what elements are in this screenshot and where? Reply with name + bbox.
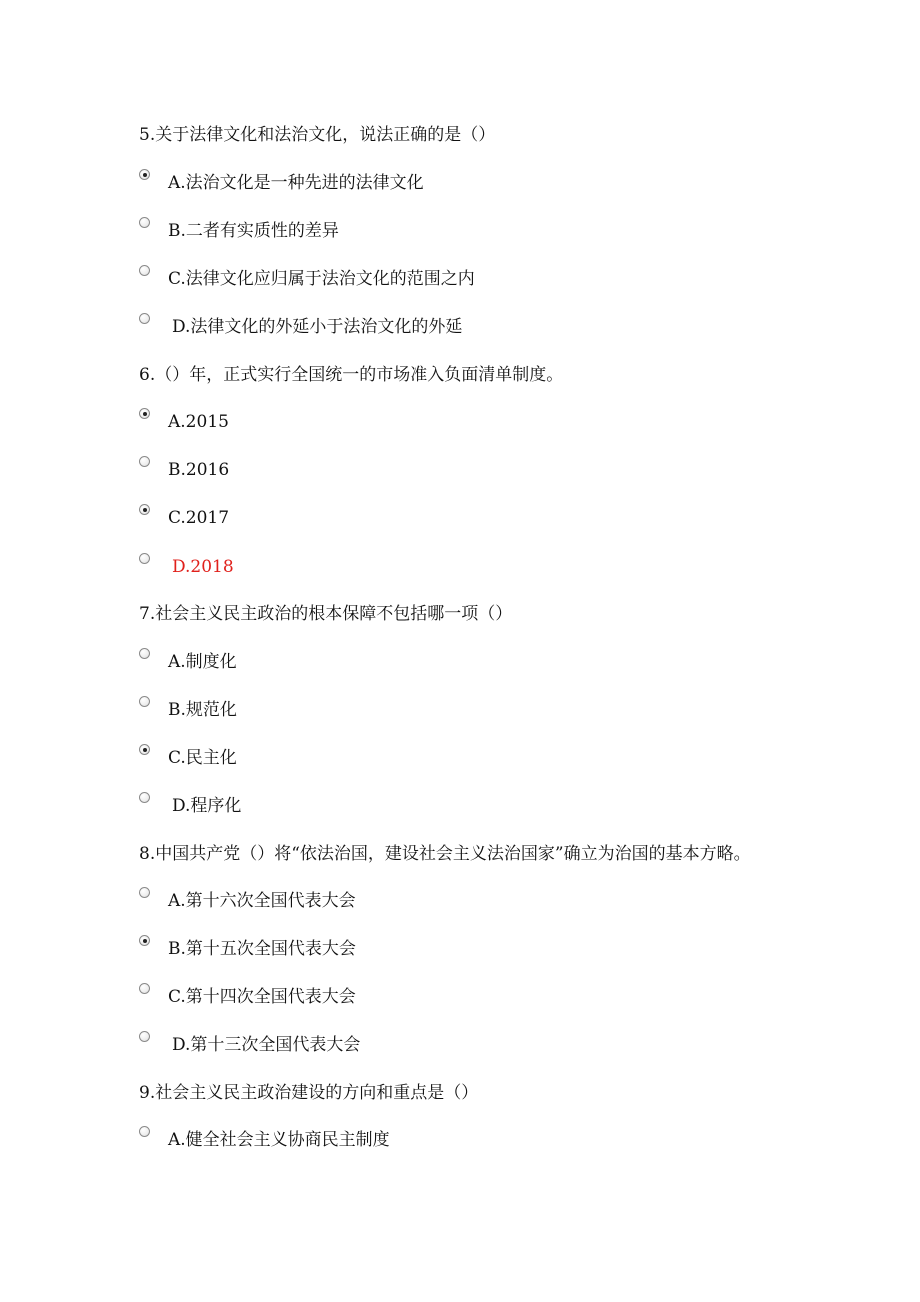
radio-unchecked-icon[interactable]	[139, 456, 150, 467]
question-8-option-a[interactable]	[139, 889, 356, 913]
question-9-text: 9.社会主义民主政治建设的方向和重点是（）	[139, 1083, 479, 1103]
option-label-highlighted: D.2018	[172, 557, 234, 577]
radio-checked-icon[interactable]	[139, 504, 150, 515]
option-label: D.法律文化的外延小于法治文化的外延	[172, 317, 463, 337]
question-5-text: 5.关于法律文化和法治文化，说法正确的是（）	[139, 125, 496, 145]
radio-unchecked-icon[interactable]	[139, 696, 150, 707]
question-5-option-a[interactable]	[139, 171, 424, 195]
radio-unchecked-icon[interactable]	[139, 1031, 150, 1042]
radio-unchecked-icon[interactable]	[139, 648, 150, 659]
option-label: C.第十四次全国代表大会	[168, 987, 356, 1007]
radio-checked-icon[interactable]	[139, 408, 150, 419]
question-6-option-a[interactable]	[139, 410, 229, 434]
option-label: C.法律文化应归属于法治文化的范围之内	[168, 269, 475, 289]
question-7-option-c[interactable]	[139, 746, 237, 770]
question-5-option-b[interactable]	[139, 219, 339, 243]
radio-checked-icon[interactable]	[139, 935, 150, 946]
question-7-option-b[interactable]	[139, 698, 237, 722]
question-6-option-c[interactable]	[139, 506, 229, 530]
question-6-option-b[interactable]	[139, 458, 229, 482]
question-7-option-d[interactable]	[139, 794, 241, 818]
option-label: D.第十三次全国代表大会	[172, 1035, 361, 1055]
radio-unchecked-icon[interactable]	[139, 983, 150, 994]
radio-unchecked-icon[interactable]	[139, 217, 150, 228]
radio-checked-icon[interactable]	[139, 169, 150, 180]
question-8-option-d[interactable]	[139, 1033, 360, 1057]
question-6-text: 6.（）年，正式实行全国统一的市场准入负面清单制度。	[139, 365, 564, 385]
radio-unchecked-icon[interactable]	[139, 1126, 150, 1137]
option-label: A.第十六次全国代表大会	[168, 891, 356, 911]
radio-unchecked-icon[interactable]	[139, 887, 150, 898]
option-label: A.制度化	[168, 652, 237, 672]
question-5-option-c[interactable]	[139, 267, 475, 291]
option-label: B.规范化	[168, 700, 237, 720]
option-label: C.2017	[168, 508, 230, 528]
question-8-option-b[interactable]	[139, 937, 356, 961]
question-7-text: 7.社会主义民主政治的根本保障不包括哪一项（）	[139, 604, 513, 624]
option-label: D.程序化	[172, 796, 242, 816]
option-label: C.民主化	[168, 748, 237, 768]
radio-checked-icon[interactable]	[139, 744, 150, 755]
radio-unchecked-icon[interactable]	[139, 313, 150, 324]
question-7-option-a[interactable]	[139, 650, 237, 674]
option-label: A.2015	[168, 412, 229, 432]
option-label: B.二者有实质性的差异	[168, 221, 339, 241]
option-label: A.法治文化是一种先进的法律文化	[168, 173, 424, 193]
question-5-option-d[interactable]	[139, 315, 462, 339]
option-label: B.第十五次全国代表大会	[168, 939, 356, 959]
radio-unchecked-icon[interactable]	[139, 553, 150, 564]
radio-unchecked-icon[interactable]	[139, 265, 150, 276]
radio-unchecked-icon[interactable]	[139, 792, 150, 803]
question-8-option-c[interactable]	[139, 985, 356, 1009]
question-6-option-d[interactable]	[139, 555, 234, 579]
option-label: B.2016	[168, 460, 230, 480]
question-9-option-a[interactable]	[139, 1128, 390, 1152]
option-label: A.健全社会主义协商民主制度	[168, 1130, 390, 1150]
question-8-text: 8.中国共产党（）将“依法治国，建设社会主义法治国家”确立为治国的基本方略。	[139, 844, 751, 864]
